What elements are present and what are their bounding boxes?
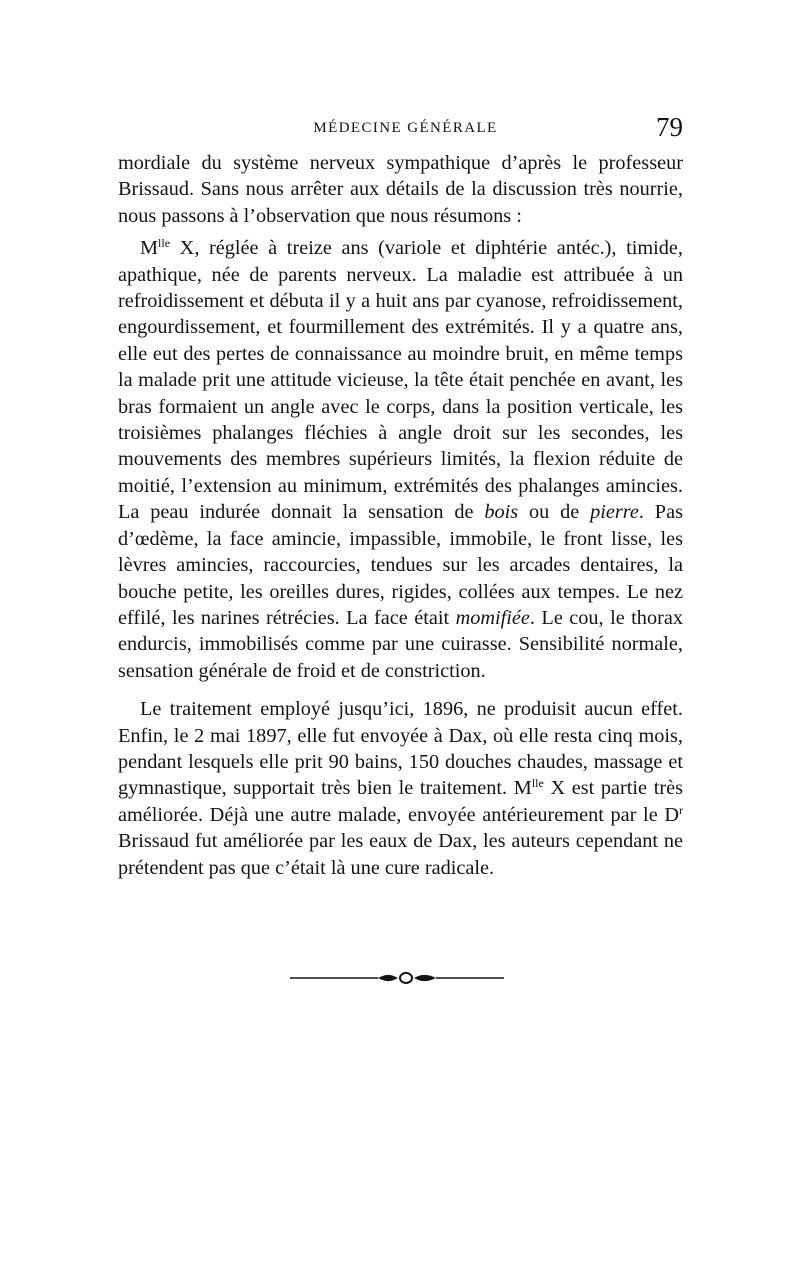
paragraph-1-text: mordiale du système nerveux sympathique d’après le professeur Brissaud. Sans nous arrêter aux détails de la discussion très nourrie, nous passons à l’observation que nous résumons : [118, 152, 683, 227]
ornament-left-tip [378, 975, 398, 981]
paragraph-3-text-mid: X est partie très améliorée. Déjà une autre malade, envoyée antérieurement par le D [118, 777, 683, 826]
italic-momifiee: momifiée [455, 606, 530, 629]
mademoiselle-superscript-2: lle [531, 776, 544, 791]
paragraph-2 [118, 235, 683, 684]
ornament-center-oval [400, 973, 412, 983]
italic-pierre: pierre [590, 501, 639, 524]
paragraph-3-text: Le traitement employé jusqu’ici, 1896, ne produisit aucun effet. Enfin, le 2 mai 1897, elle fut envoyée à Dax, où elle resta cinq mois, pendant lesquels elle prit 90 bains, 150 douches chaudes, massage et gymnastique, supportait très bien le traitement. M [118, 698, 683, 800]
paragraph-2-text-end: . Le cou, le thorax endurcis, immobilisés comme par une cuirasse. Sensibilité normale, sensation générale de froid et de constriction. [118, 606, 683, 682]
paragraph-2-text-mid: ou de [518, 501, 591, 524]
paragraph-3-text-end: Brissaud fut améliorée par les eaux de Dax, les auteurs cependant ne prétendent pas que c’était là une cure radicale. [118, 830, 683, 879]
paragraph-2-text-after: . Pas d’œdème, la face amincie, impassible, immobile, le front lisse, les lèvres amincies, raccourcies, tendues sur les arcades dentaires, la bouche petite, les oreilles dures, rigides, collées aux tempes. Le nez effilé, les narines rétrécies. La face était [118, 501, 683, 629]
page-number: 79 [656, 112, 683, 142]
docteur-superscript: r [679, 802, 683, 817]
body-text [118, 150, 683, 881]
paragraph-3 [118, 696, 683, 881]
end-ornament [290, 968, 504, 988]
mademoiselle-superscript: lle [158, 236, 171, 251]
running-title: MÉDECINE GÉNÉRALE [313, 120, 498, 136]
mademoiselle-abbrev: M [140, 237, 159, 260]
italic-bois: bois [484, 501, 519, 524]
ornament-right-tip [414, 975, 436, 981]
paragraph-1 [118, 150, 683, 229]
paragraph-2-text: X, réglée à treize ans (variole et diphtérie antéc.), timide, apathique, née de parents nerveux. La maladie est attribuée à un refroidissement et débuta il y a huit ans par cyanose, refroidissement, engourdissement, et fourmillement des extrémités. Il y a quatre ans, elle eut des pertes de connaissance au moindre bruit, en même temps la malade prit une attitude vicieuse, la tête était penchée en avant, les bras formaient un angle avec le corps, dans la position verticale, les troisièmes phalanges fléchies à angle droit sur les secondes, les mouvements des membres supérieurs limités, la flexion réduite de moitié, l’extension au minimum, extrémités des phalanges amincies. La peau indurée donnait la sensation de [118, 237, 683, 524]
running-header [118, 112, 683, 146]
